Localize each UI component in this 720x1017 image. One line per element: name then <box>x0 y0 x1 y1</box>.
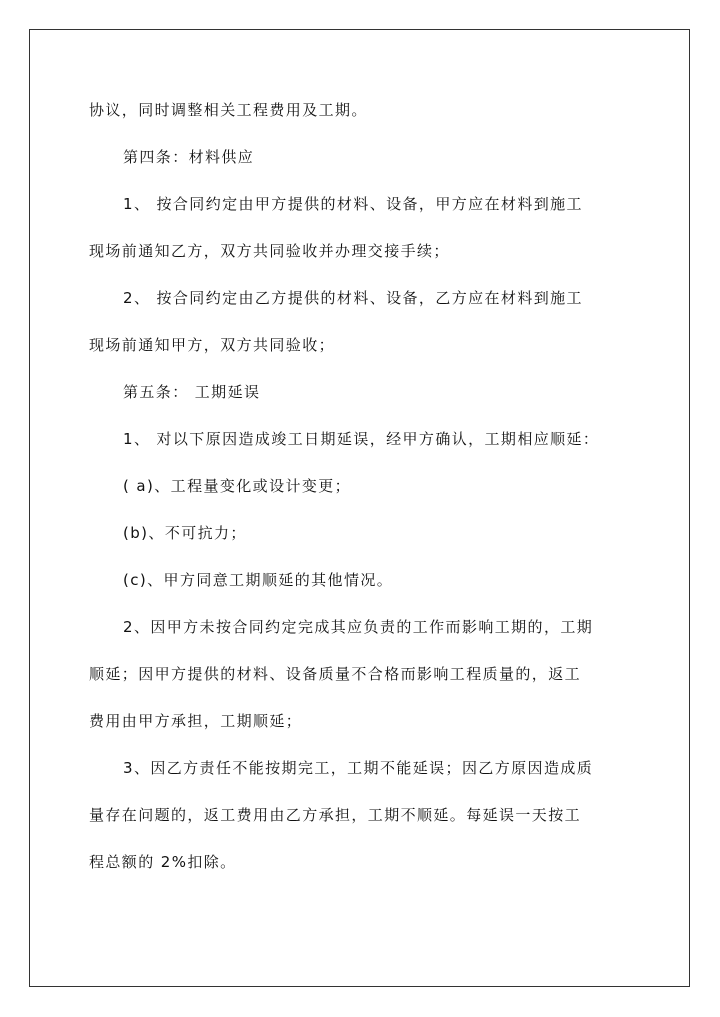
text-line: 量存在问题的，返工费用由乙方承担，工期不顺延。每延误一天按工 <box>89 806 582 824</box>
text-line: 2、因甲方未按合同约定完成其应负责的工作而影响工期的，工期 <box>123 618 594 636</box>
text-line: 2、 按合同约定由乙方提供的材料、设备，乙方应在材料到施工 <box>123 289 583 307</box>
text-line: 程总额的 2%扣除。 <box>89 853 237 871</box>
text-line: 协议，同时调整相关工程费用及工期。 <box>89 101 368 119</box>
text-line: 1、 按合同约定由甲方提供的材料、设备，甲方应在材料到施工 <box>123 195 583 213</box>
text-line: 现场前通知乙方，双方共同验收并办理交接手续； <box>89 242 450 260</box>
text-line: 顺延；因甲方提供的材料、设备质量不合格而影响工程质量的，返工 <box>89 665 582 683</box>
text-line: 1、 对以下原因造成竣工日期延误，经甲方确认，工期相应顺延： <box>123 430 600 448</box>
list-item: (b)、不可抗力； <box>123 524 247 542</box>
section-heading: 第四条：材料供应 <box>123 148 255 166</box>
section-heading: 第五条： 工期延误 <box>123 383 261 401</box>
text-line: 费用由甲方承担，工期顺延； <box>89 712 303 730</box>
text-line: 3、因乙方责任不能按期完工，工期不能延误；因乙方原因造成质 <box>123 759 594 777</box>
list-item: ( a)、工程量变化或设计变更； <box>123 477 352 495</box>
text-line: 现场前通知甲方，双方共同验收； <box>89 336 336 354</box>
list-item: (c)、甲方同意工期顺延的其他情况。 <box>123 571 394 589</box>
document-body <box>89 94 645 893</box>
